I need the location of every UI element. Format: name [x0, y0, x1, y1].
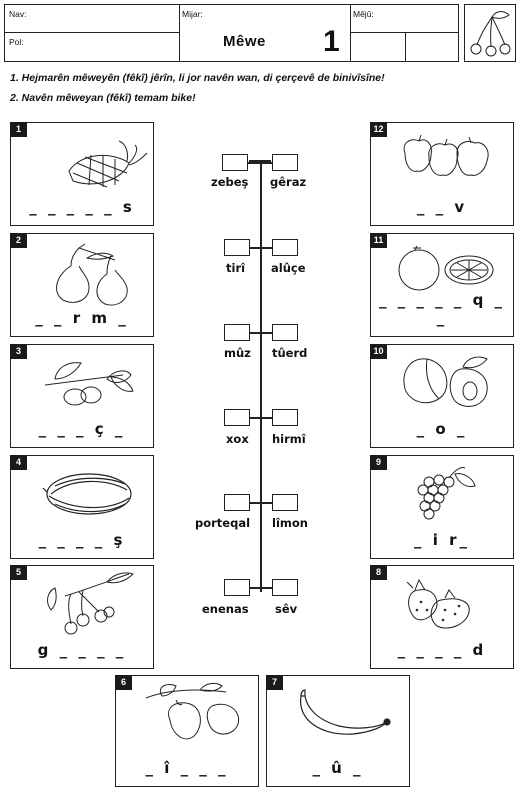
header-box [4, 4, 459, 62]
word-left-2: tirî [226, 261, 246, 275]
answer-box-tuerd[interactable] [272, 324, 298, 341]
name-label: Nav: [9, 9, 27, 19]
page-title: Mêwe [223, 33, 266, 50]
answer-box-enenas[interactable] [224, 579, 250, 596]
answer-box-limon[interactable] [272, 494, 298, 511]
card-2: 2 _ _ r m _ [10, 233, 154, 337]
card-9: 9 _ i r_ [370, 455, 514, 559]
blank-10[interactable]: _ o _ [416, 420, 468, 438]
card-12: 12 _ _ v [370, 122, 514, 226]
word-left-1: zebeş [211, 175, 249, 189]
card-5: 5 g _ _ _ _ [10, 565, 154, 669]
blank-2[interactable]: _ _ r m _ [35, 309, 129, 327]
card-1: 1 _ _ _ _ _ s [10, 122, 154, 226]
banana-icon [267, 676, 411, 760]
watermelon-icon [11, 456, 155, 536]
answer-box-sev[interactable] [272, 579, 298, 596]
blank-3[interactable]: _ _ _ ç _ [38, 420, 126, 438]
blank-8[interactable]: _ _ _ _ d [397, 641, 487, 659]
cherries-icon [11, 566, 155, 646]
apples-icon [371, 123, 515, 203]
word-right-4: hirmî [272, 432, 306, 446]
class-label: Pol: [9, 37, 24, 47]
pineapple-icon [11, 123, 155, 203]
lemons-icon [116, 676, 260, 760]
grapes-icon [371, 456, 515, 536]
card-10: 10 _ o _ [370, 344, 514, 448]
blank-6[interactable]: _ î _ _ _ [145, 759, 229, 777]
cherry-logo-box [464, 4, 516, 62]
word-left-4: xox [226, 432, 249, 446]
answer-box-hirmi[interactable] [272, 409, 298, 426]
cherries-logo-icon [465, 5, 515, 61]
card-11: 11 _ _ _ _ _ q _ _ [370, 233, 514, 337]
word-right-3: tûerd [272, 346, 308, 360]
center-stem-line [260, 160, 262, 592]
blank-5[interactable]: g _ _ _ _ [37, 641, 127, 659]
instruction-2: 2. Navên mêweyan (fêkî) temam bike! [10, 92, 196, 104]
answer-box-zebes[interactable] [222, 154, 248, 171]
blank-7[interactable]: _ û _ [312, 759, 364, 777]
word-left-5: porteqal [195, 516, 251, 530]
word-right-1: gêraz [270, 175, 307, 189]
plums-icon [11, 345, 155, 425]
card-6: 6 _ î _ _ _ [115, 675, 259, 787]
answer-box-muz[interactable] [224, 324, 250, 341]
blank-9[interactable]: _ i r_ [414, 531, 470, 549]
peaches-icon [371, 345, 515, 425]
word-left-6: enenas [202, 602, 249, 616]
word-right-5: lîmon [272, 516, 308, 530]
blank-11[interactable]: _ _ _ _ _ q _ _ [378, 291, 506, 327]
answer-box-geraz[interactable] [272, 154, 298, 171]
word-right-6: sêv [275, 602, 298, 616]
answer-box-porteqal[interactable] [224, 494, 250, 511]
instruction-1: 1. Hejmarên mêweyên (fêkî) jêrîn, li jor navên wan, di çerçevê de binivîsîne! [10, 72, 385, 84]
strawberries-icon [371, 566, 515, 646]
pears-icon [11, 234, 155, 314]
age-label: Mijar: [182, 9, 203, 19]
blank-1[interactable]: _ _ _ _ _ s [29, 198, 135, 216]
answer-box-tiri[interactable] [224, 239, 250, 256]
card-3: 3 _ _ _ ç _ [10, 344, 154, 448]
sheet-number: 1 [323, 25, 340, 58]
answer-box-xox[interactable] [224, 409, 250, 426]
answer-box-aluce[interactable] [272, 239, 298, 256]
date-label: Mêjû: [353, 9, 374, 19]
card-7: 7 _ û _ [266, 675, 410, 787]
card-4: 4 _ _ _ _ ş [10, 455, 154, 559]
blank-4[interactable]: _ _ _ _ ş [38, 531, 126, 549]
blank-12[interactable]: _ _ v [416, 198, 468, 216]
card-8: 8 _ _ _ _ d [370, 565, 514, 669]
word-right-2: alûçe [271, 261, 306, 275]
word-left-3: mûz [224, 346, 251, 360]
